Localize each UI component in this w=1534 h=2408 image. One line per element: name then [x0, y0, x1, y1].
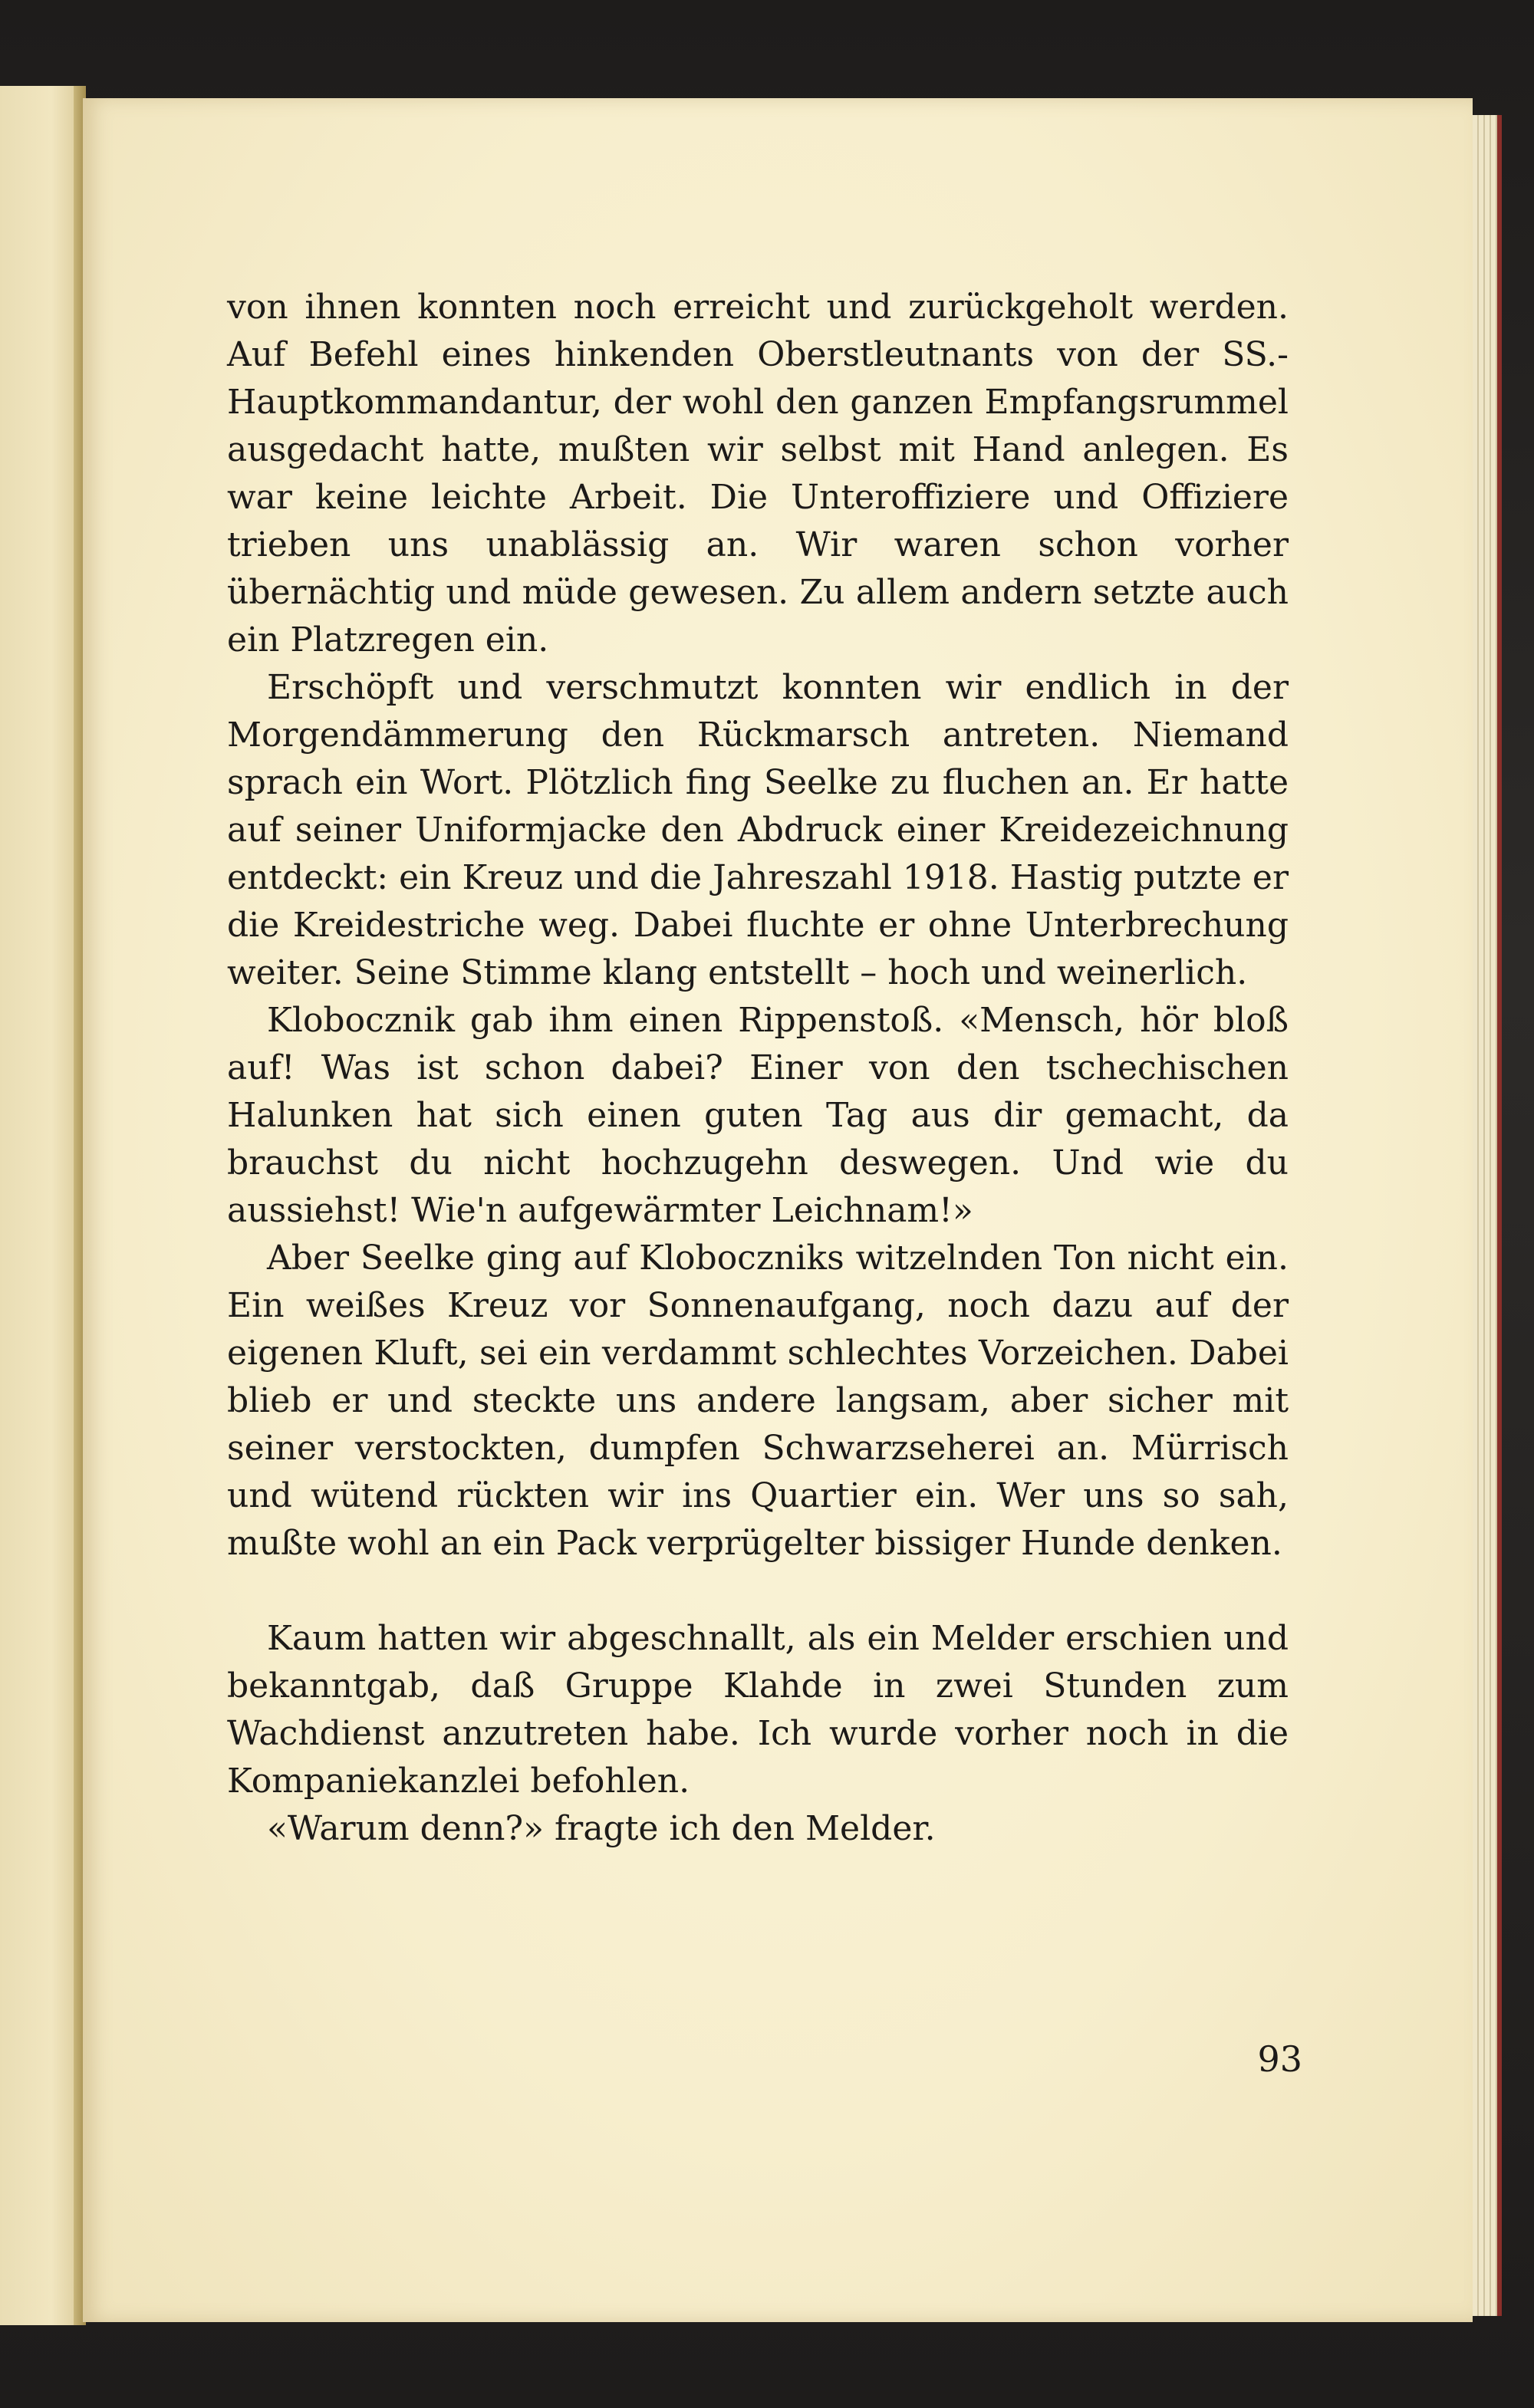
page-number: 93	[1257, 2038, 1302, 2080]
paragraph-2: Erschöpft und verschmutzt konnten wir endlich in der Morgendämmerung den Rückmarsch antreten. Niemand sprach ein Wort. Plötzlich fing Seelke zu fluchen an. Er hatte auf seiner Uniformjacke den Abdruck einer Kreidezeichnung entdeckt: ein Kreuz und die Jahreszahl 1918. Hastig putzte er die Kreidestriche weg. Dabei fluchte er ohne Unterbrechung weiter. Seine Stimme klang entstellt – hoch und weinerlich.	[227, 668, 1289, 992]
paragraph-1: von ihnen konnten noch erreicht und zurückgeholt werden. Auf Befehl eines hinkenden Oberstleutnants von der SS.-Hauptkommandantur, der wohl den ganzen Empfangsrummel ausgedacht hatte, mußten wir selbst mit Hand anlegen. Es war keine leichte Arbeit. Die Unteroffiziere und Offiziere trieben uns unablässig an. Wir waren schon vorher übernächtig und müde gewesen. Zu allem andern setzte auch ein Platzregen ein.	[227, 288, 1289, 660]
body-text	[227, 284, 1289, 1853]
paragraph-3: Klobocznik gab ihm einen Rippenstoß. «Mensch, hör bloß auf! Was ist schon dabei? Einer von den tschechischen Halunken hat sich einen guten Tag aus dir gemacht, da brauchst du nicht hochzugehn deswegen. Und wie du aussiehst! Wie'n aufgewärmter Leichnam!»	[227, 1001, 1289, 1230]
paragraph-5: Kaum hatten wir abgeschnallt, als ein Melder erschien und bekanntgab, daß Gruppe Klahde in zwei Stunden zum Wachdienst anzutreten habe. Ich wurde vorher noch in die Kompaniekanzlei befohlen.	[227, 1619, 1289, 1801]
paragraph-6: «Warum denn?» fragte ich den Melder.	[267, 1809, 936, 1848]
paragraph-4: Aber Seelke ging auf Kloboczniks witzelnden Ton nicht ein. Ein weißes Kreuz vor Sonnenaufgang, noch dazu auf der eigenen Kluft, sei ein verdammt schlechtes Vorzeichen. Dabei blieb er und steckte uns andere langsam, aber sicher mit seiner verstockten, dumpfen Schwarzseherei an. Mürrisch und wütend rückten wir ins Quartier ein. Wer uns so sah, mußte wohl an ein Pack verprügelter bissiger Hunde denken.	[227, 1239, 1289, 1563]
book-page	[83, 98, 1473, 2322]
